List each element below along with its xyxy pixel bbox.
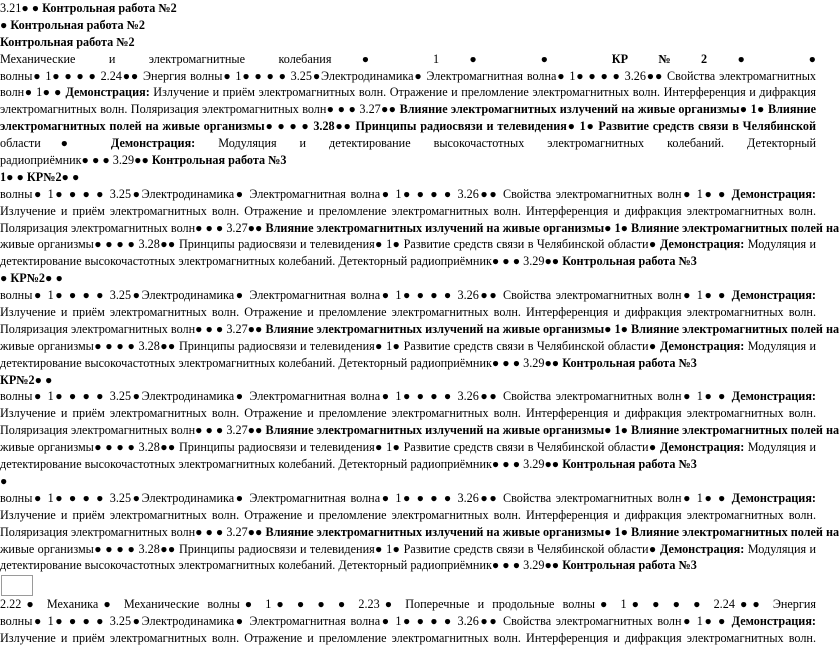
paragraph-line: Излучение и приём электромагнитных волн. Отражение и преломление электромагнитных волн. Интерференция и дифракция электромагнитных волн. <box>0 406 816 421</box>
text-run: электромагнитные <box>148 51 246 66</box>
section-heading: КР№2● ● <box>0 372 53 387</box>
paragraph-line: электромагнитных полей на живые организмы● ● ● ● 3.28●● Принципы радиосвязи и телевидения● 1● Развитие средств связи в Челябинской <box>0 119 816 134</box>
paragraph-line: детектирование высокочастотных электромагнитных колебаний. Детекторный радиоприёмник● ● ● 3.29●● Контрольная работа №3 <box>0 457 697 472</box>
paragraph-line: детектирование высокочастотных электромагнитных колебаний. Детекторный радиоприёмник● ● ● 3.29●● Контрольная работа №3 <box>0 355 697 370</box>
paragraph-line: Поляризация электромагнитных волн● ● ● 3.27●● Влияние электромагнитных излучений на живые организмы● 1● Влияние электромагнитных полей на <box>0 321 839 336</box>
section-heading: Контрольная работа №2 <box>42 1 177 15</box>
paragraph-line: радиоприёмник● ● ● 3.29●● Контрольная работа №3 <box>0 153 287 168</box>
paragraph-line: волны● 1● ● ● ● 2.24●● Энергия волны● 1● ● ● ● 3.25●Электродинамика● Электромагнитная волна● 1● ● ● ● 3.26●● Свойства электромагнитных <box>0 68 816 83</box>
paragraph-line <box>0 51 816 68</box>
empty-image-placeholder <box>1 575 33 596</box>
section-heading: 1● ● КР№2● ● <box>0 169 80 184</box>
paragraph-line: живые организмы● ● ● ● 3.28●● Принципы радиосвязи и телевидения● 1● Развитие средств связи в Челябинской области● Демонстрация: Модуляция и <box>0 541 816 556</box>
paragraph-line: Излучение и приём электромагнитных волн. Отражение и преломление электромагнитных волн. Интерференция и дифракция электромагнитных волн. <box>0 203 816 218</box>
section-heading: ● Контрольная работа №2 <box>0 17 145 32</box>
paragraph-line: Излучение и приём электромагнитных волн. Отражение и преломление электромагнитных волн. Интерференция и дифракция электромагнитных волн. <box>0 305 816 320</box>
paragraph-line: детектирование высокочастотных электромагнитных колебаний. Детекторный радиоприёмник● ● ● 3.29●● Контрольная работа №3 <box>0 254 697 269</box>
paragraph-line: волны● 1● ● ● ● 3.25●Электродинамика● Электромагнитная волна● 1● ● ● ● 3.26●● Свойства электромагнитных волн● 1● ● Демонстрация: <box>0 490 816 505</box>
paragraph-line: волны● 1● ● ● ● 3.25●Электродинамика● Электромагнитная волна● 1● ● ● ● 3.26●● Свойства электромагнитных волн● 1● ● Демонстрация: <box>0 614 816 629</box>
paragraph-line: волны● 1● ● ● ● 3.25●Электродинамика● Электромагнитная волна● 1● ● ● ● 3.26●● Свойства электромагнитных волн● 1● ● Демонстрация: <box>0 389 816 404</box>
paragraph-line: волны● 1● ● ● ● 3.25●Электродинамика● Электромагнитная волна● 1● ● ● ● 3.26●● Свойства электромагнитных волн● 1● ● Демонстрация: <box>0 288 816 303</box>
paragraph-line: 2.22● Механика● Механические волны● 1● ● ● ● 2.23● Поперечные и продольные волны● 1● ● ● ● 2.24●● Энергия <box>0 597 817 612</box>
paragraph-line: волны● 1● ● ● ● 3.25●Электродинамика● Электромагнитная волна● 1● ● ● ● 3.26●● Свойства электромагнитных волн● 1● ● Демонстрация: <box>0 186 816 201</box>
paragraph-line: электромагнитных волн. Поляризация электромагнитных волн● ● ● 3.27●● Влияние электромагнитных излучений на живые организмы● 1● Влияние <box>0 102 816 117</box>
bullet-marker: ● <box>0 473 8 488</box>
text-run: Механические <box>0 51 76 66</box>
paragraph-line: живые организмы● ● ● ● 3.28●● Принципы радиосвязи и телевидения● 1● Развитие средств связи в Челябинской области● Демонстрация: Модуляция и <box>0 237 816 252</box>
text-run: колебания● 1● ● КР№2● ● <box>278 51 816 66</box>
paragraph-line: волн● 1● ● Демонстрация: Излучение и приём электромагнитных волн. Отражение и преломление электромагнитных волн. Интерференция и дифракция <box>0 85 816 100</box>
paragraph-line: Излучение и приём электромагнитных волн. Отражение и преломление электромагнитных волн. Интерференция и дифракция электромагнитных волн. <box>0 507 816 522</box>
paragraph-line: Излучение и приём электромагнитных волн. Отражение и преломление электромагнитных волн. Интерференция и дифракция электромагнитных волн. <box>0 631 816 646</box>
section-heading: Контрольная работа №2 <box>0 34 135 49</box>
lesson-number: 3.21● ● <box>0 1 43 15</box>
paragraph-line: Поляризация электромагнитных волн● ● ● 3.27●● Влияние электромагнитных излучений на живые организмы● 1● Влияние электромагнитных полей на <box>0 423 839 438</box>
paragraph-line: живые организмы● ● ● ● 3.28●● Принципы радиосвязи и телевидения● 1● Развитие средств связи в Челябинской области● Демонстрация: Модуляция и <box>0 440 816 455</box>
paragraph-line: детектирование высокочастотных электромагнитных колебаний. Детекторный радиоприёмник● ● ● 3.29●● Контрольная работа №3 <box>0 558 697 573</box>
paragraph-line: Поляризация электромагнитных волн● ● ● 3.27●● Влияние электромагнитных излучений на живые организмы● 1● Влияние электромагнитных полей на <box>0 220 839 235</box>
section-heading: ● КР№2● ● <box>0 271 63 286</box>
paragraph-line: Поляризация электромагнитных волн● ● ● 3.27●● Влияние электромагнитных излучений на живые организмы● 1● Влияние электромагнитных полей на <box>0 524 839 539</box>
paragraph-line: области● Демонстрация: Модуляция и детектирование высокочастотных электромагнитных колебаний. Детекторный <box>0 136 816 151</box>
text-run: и <box>108 51 116 66</box>
paragraph-line: живые организмы● ● ● ● 3.28●● Принципы радиосвязи и телевидения● 1● Развитие средств связи в Челябинской области● Демонстрация: Модуляция и <box>0 338 816 353</box>
line-lesson-3-21 <box>0 0 816 17</box>
